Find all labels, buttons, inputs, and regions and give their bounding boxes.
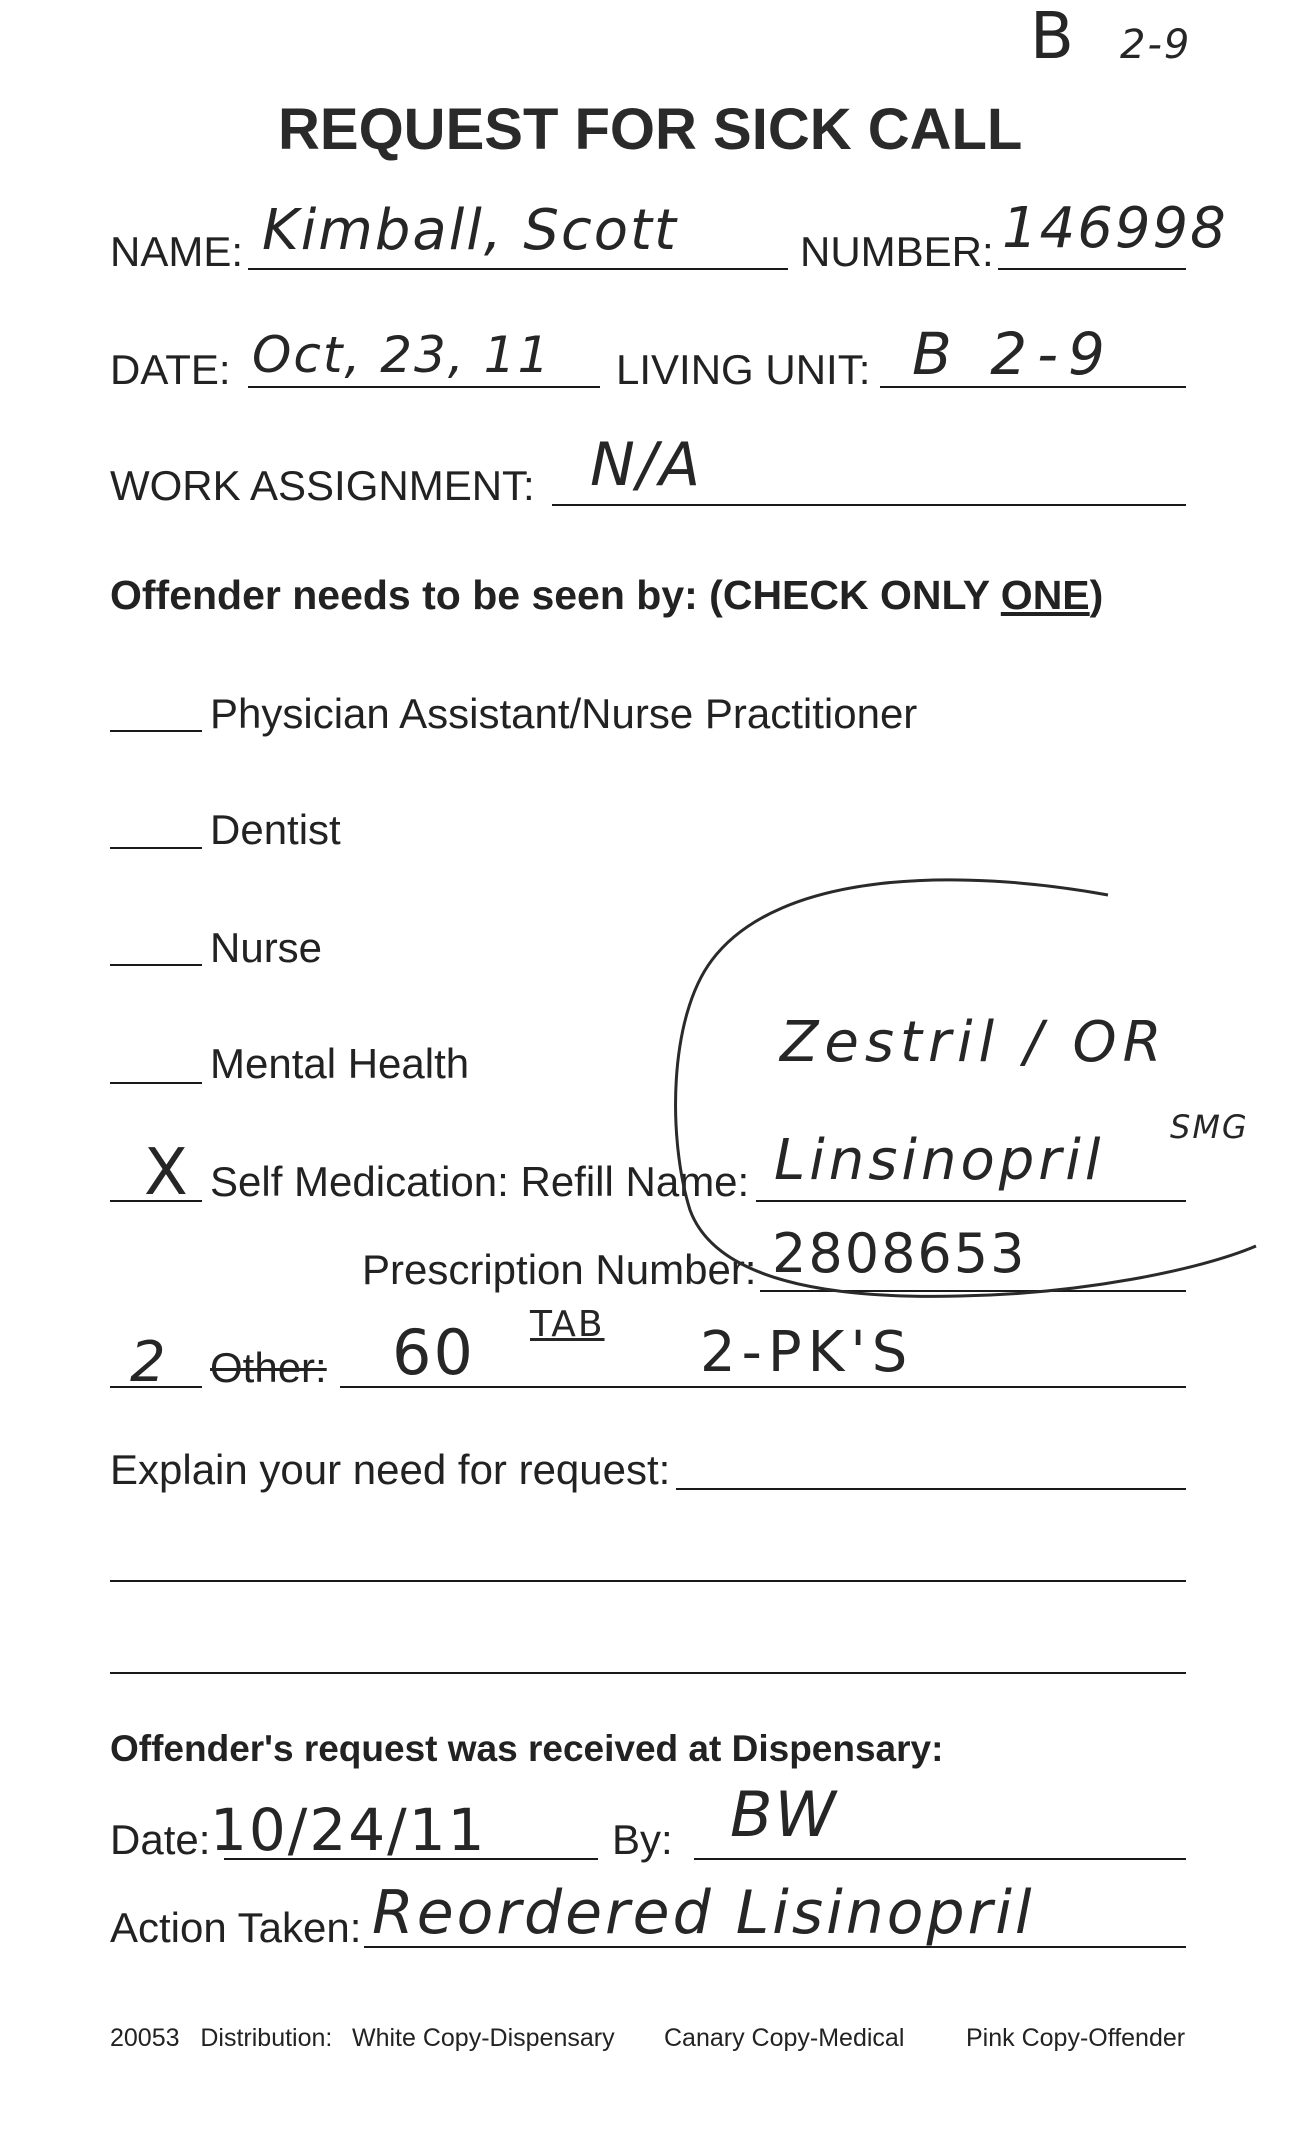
explain-label: Explain your need for request: bbox=[110, 1446, 671, 1493]
by-line bbox=[694, 1858, 1186, 1860]
corner-note: B bbox=[1030, 0, 1076, 74]
other-value-note: TAB bbox=[530, 1304, 605, 1345]
explain-line-3[interactable] bbox=[110, 1672, 1186, 1674]
option-self-med: Self Medication: Refill Name: bbox=[210, 1158, 750, 1205]
work-assignment-label: WORK ASSIGNMENT: bbox=[110, 462, 535, 509]
seen-by-heading bbox=[110, 572, 1103, 619]
work-assignment-line bbox=[552, 504, 1186, 506]
footer-pink: Pink Copy-Offender bbox=[966, 2024, 1186, 2052]
explain-line-1[interactable] bbox=[676, 1488, 1186, 1490]
refill-side-note: SMG bbox=[1170, 1108, 1249, 1146]
footer-canary: Canary Copy-Medical bbox=[664, 2024, 905, 2052]
date-label: DATE: bbox=[110, 346, 231, 393]
prescription-value[interactable]: 2808653 bbox=[772, 1222, 1027, 1285]
footer bbox=[110, 2024, 332, 2053]
prescription-label: Prescription Number: bbox=[362, 1246, 757, 1293]
distribution-label: Distribution: bbox=[200, 2024, 333, 2052]
received-date-value[interactable]: 10/24/11 bbox=[210, 1796, 487, 1864]
prescription-line bbox=[760, 1290, 1186, 1292]
corner-note-small: 2-9 bbox=[1120, 22, 1192, 68]
mental-health-check-line[interactable] bbox=[110, 1082, 202, 1084]
seen-by-text: Offender needs to be seen by: (CHECK ONLY bbox=[110, 572, 1001, 618]
nurse-check-line[interactable] bbox=[110, 964, 202, 966]
by-value[interactable]: BW bbox=[730, 1778, 838, 1851]
other-value[interactable]: 60 bbox=[392, 1316, 475, 1389]
refill-name-line bbox=[756, 1200, 1186, 1202]
seen-by-close: ) bbox=[1089, 572, 1104, 618]
seen-by-emphasis: ONE bbox=[1000, 572, 1090, 618]
form-title: REQUEST FOR SICK CALL bbox=[278, 97, 1023, 162]
pa-check-line[interactable] bbox=[110, 730, 202, 732]
option-dentist: Dentist bbox=[210, 806, 341, 853]
other-value-2[interactable]: 2-PK'S bbox=[700, 1320, 914, 1385]
explain-line-2[interactable] bbox=[110, 1580, 1186, 1582]
number-line bbox=[998, 268, 1186, 270]
name-label: NAME: bbox=[110, 228, 244, 275]
option-pa: Physician Assistant/Nurse Practitioner bbox=[210, 690, 918, 737]
footer-white: White Copy-Dispensary bbox=[352, 2024, 615, 2052]
dentist-check-line[interactable] bbox=[110, 847, 202, 849]
other-check[interactable]: 2 bbox=[130, 1330, 168, 1395]
refill-name-value[interactable]: Linsinopril bbox=[774, 1128, 1105, 1193]
option-mental-health: Mental Health bbox=[210, 1040, 470, 1087]
option-nurse: Nurse bbox=[210, 924, 323, 971]
received-heading: Offender's request was received at Dispensary: bbox=[110, 1728, 944, 1769]
by-label: By: bbox=[612, 1816, 673, 1863]
action-label: Action Taken: bbox=[110, 1904, 362, 1951]
received-date-label: Date: bbox=[110, 1816, 211, 1863]
refill-note: Zestril / OR bbox=[780, 1010, 1168, 1075]
number-value[interactable]: 146998 bbox=[1002, 196, 1228, 261]
work-assignment-value[interactable]: N/A bbox=[590, 430, 703, 500]
date-value[interactable]: Oct, 23, 11 bbox=[252, 326, 552, 384]
name-value[interactable]: Kimball, Scott bbox=[262, 198, 678, 263]
date-line bbox=[248, 386, 600, 388]
action-value[interactable]: Reordered Lisinopril bbox=[372, 1878, 1035, 1948]
form-number: 20053 bbox=[110, 2024, 180, 2052]
living-unit-value[interactable]: B 2-9 bbox=[912, 320, 1115, 388]
self-med-check[interactable]: X bbox=[144, 1136, 190, 1210]
number-label: NUMBER: bbox=[800, 228, 994, 275]
living-unit-label: LIVING UNIT: bbox=[616, 346, 871, 393]
name-line bbox=[248, 268, 788, 270]
option-other: Other: bbox=[210, 1344, 327, 1391]
